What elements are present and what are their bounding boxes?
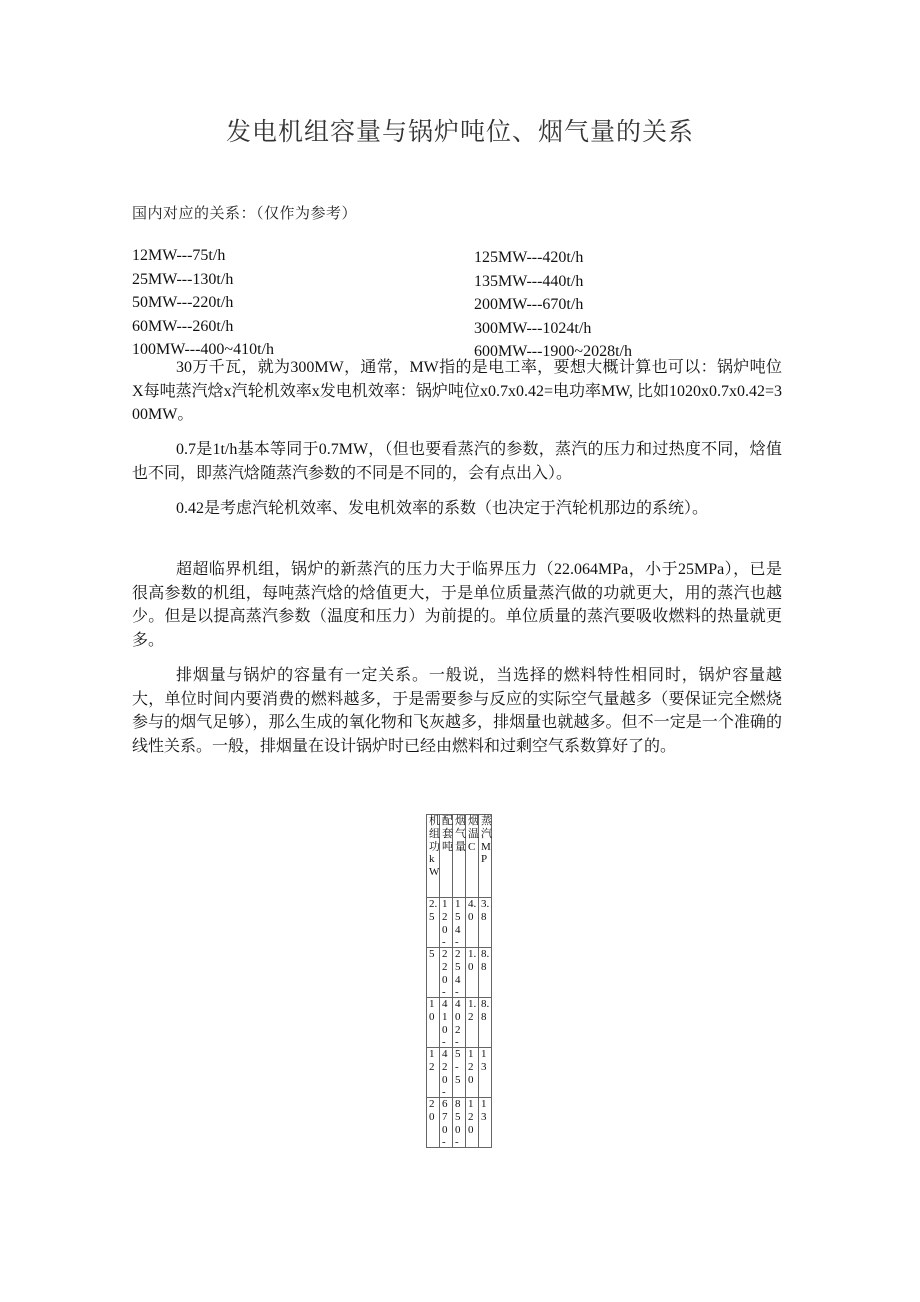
paragraph-flue-gas: 排烟量与锅炉的容量有一定关系。一般说，当选择的燃料特性相同时，锅炉容量越大，单位时间内要消费的燃料越多，于是需要参与反应的实际空气量越多（要保证完全燃烧参与的烟气足够），那么生成的氧化物和飞灰越多，排烟量也就越多。但不一定是一个准确的线性关系。一般，排烟量在设计锅炉时已经由燃料和过剩空气系数算好了的。: [132, 667, 782, 755]
boiler-parameter-table: [426, 814, 492, 1148]
capacity-item: 60MW---260t/h: [132, 317, 234, 335]
capacity-item: 135MW---440t/h: [474, 272, 584, 290]
paragraph-power-calc: 30万千瓦，就为300MW，通常，MW指的是电工率，要想大概计算也可以：锅炉吨位X每吨蒸汽焓x汽轮机效率x发电机效率：锅炉吨位x0.7x0.42=电功率MW, 比如1020x0.7x0.42=300MW。: [132, 359, 782, 423]
table-cell: 120: [466, 1098, 479, 1148]
table-header-cell: 蒸汽MP: [479, 815, 492, 898]
table-header-cell: 烟气量: [453, 815, 466, 898]
table-cell: 8.8: [479, 998, 492, 1048]
table-cell: 1.0: [466, 948, 479, 998]
page-title: 发电机组容量与锅炉吨位、烟气量的关系: [225, 117, 694, 146]
table-cell: 254-: [453, 948, 466, 998]
paragraph-steam-factor: 0.7是1t/h基本等同于0.7MW，（但也要看蒸汽的参数，蒸汽的压力和过热度不同，焓值也不同，即蒸汽焓随蒸汽参数的不同是不同的，会有点出入）。: [132, 441, 782, 482]
table-header-cell: 机组功kW: [427, 815, 440, 898]
capacity-list-left: [132, 244, 274, 362]
table-cell: 120: [466, 1048, 479, 1098]
table-cell: 3.8: [479, 898, 492, 948]
table-row: [427, 898, 492, 948]
table-cell: 10: [427, 998, 440, 1048]
table-cell: 8.8: [479, 948, 492, 998]
capacity-item: 25MW---130t/h: [132, 270, 234, 288]
capacity-item: 50MW---220t/h: [132, 294, 234, 311]
table-row: [427, 1048, 492, 1098]
capacity-item: 600MW---1900~2028t/h: [474, 343, 632, 360]
table-header-row: [427, 815, 492, 898]
table-cell: 1.2: [466, 998, 479, 1048]
capacity-item: 200MW---670t/h: [474, 296, 584, 313]
table-cell: 4.0: [466, 898, 479, 948]
capacity-item: 125MW---420t/h: [474, 249, 584, 266]
table-cell: 5-5: [453, 1048, 466, 1098]
section-subtitle: 国内对应的关系：（仅作为参考）: [132, 204, 358, 222]
table-header-cell: 配套吨: [440, 815, 453, 898]
table-cell: 410-: [440, 998, 453, 1048]
table-cell: 120-: [440, 898, 453, 948]
capacity-item: 12MW---75t/h: [132, 247, 226, 264]
paragraph-supercritical: 超超临界机组，锅炉的新蒸汽的压力大于临界压力（22.064MPa，小于25MPa），已是很高参数的机组，每吨蒸汽焓的焓值更大，于是单位质量蒸汽做的功就更大，用的蒸汽也越少。但是以提高蒸汽参数（温度和压力）为前提的。单位质量的蒸汽要吸收燃料的热量就更多。: [132, 561, 782, 649]
capacity-list-right: [474, 246, 632, 364]
table-cell: 670-: [440, 1098, 453, 1148]
table-row: [427, 1098, 492, 1148]
capacity-item: 300MW---1024t/h: [474, 319, 592, 337]
table-cell: 20: [427, 1098, 440, 1148]
table-cell: 850-: [453, 1098, 466, 1148]
table-cell: 154-: [453, 898, 466, 948]
table-cell: 13: [479, 1048, 492, 1098]
table-cell: 2.5: [427, 898, 440, 948]
table-header-cell: 烟温C: [466, 815, 479, 898]
table-cell: 402-: [453, 998, 466, 1048]
table-row: [427, 998, 492, 1048]
table-cell: 420-: [440, 1048, 453, 1098]
table-cell: 12: [427, 1048, 440, 1098]
table-cell: 5: [427, 948, 440, 998]
table-cell: 220-: [440, 948, 453, 998]
capacity-item: 100MW---400~410t/h: [132, 341, 274, 358]
table-row: [427, 948, 492, 998]
table-cell: 13: [479, 1098, 492, 1148]
paragraph-efficiency-factor: 0.42是考虑汽轮机效率、发电机效率的系数（也决定于汽轮机那边的系统）。: [176, 500, 709, 517]
